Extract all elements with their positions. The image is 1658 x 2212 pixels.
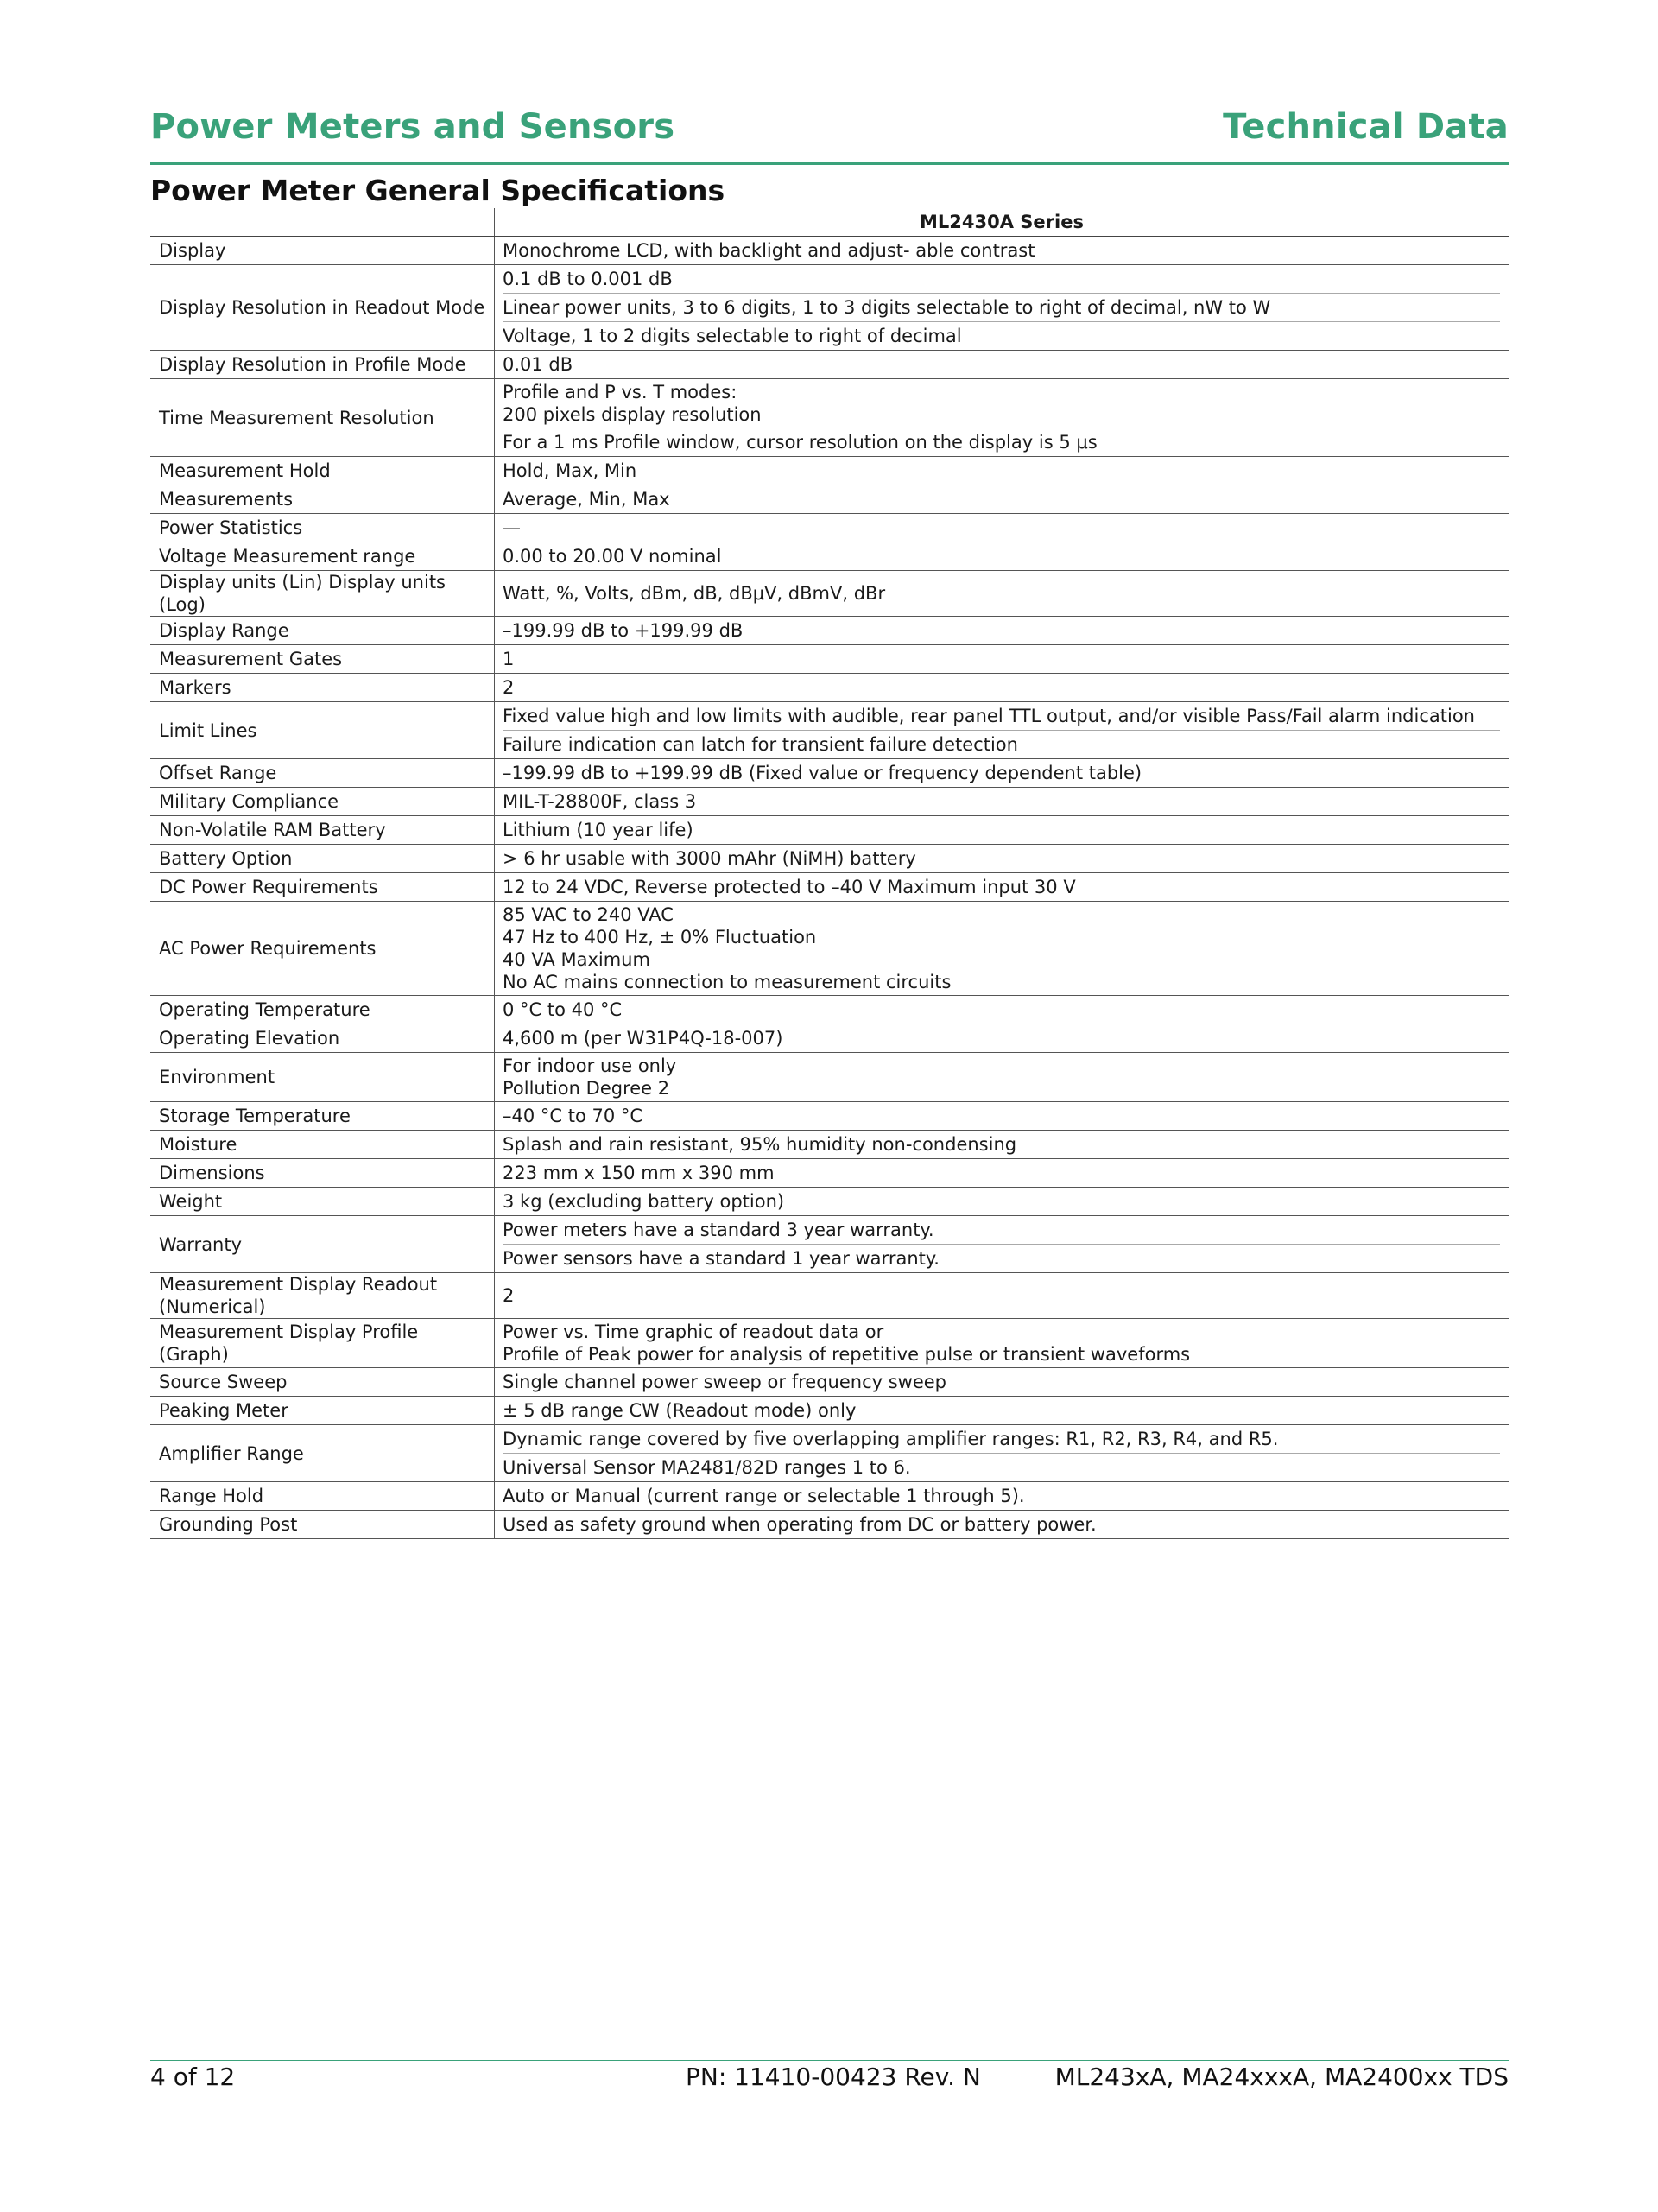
spec-parameter-label: Measurement Display Readout (Numerical) xyxy=(159,1274,438,1317)
spec-parameter xyxy=(150,845,495,873)
spec-value xyxy=(495,514,1509,542)
table-row xyxy=(150,788,1509,816)
spec-value xyxy=(495,1368,1509,1397)
table-row xyxy=(150,1024,1509,1053)
spec-value-line: Profile and P vs. T modes: 200 pixels display resolution xyxy=(503,379,1500,428)
table-row xyxy=(150,674,1509,702)
table-row xyxy=(150,485,1509,514)
spec-value-line: Watt, %, Volts, dBm, dB, dBμV, dBmV, dBr xyxy=(503,583,886,604)
spec-parameter xyxy=(150,1482,495,1511)
table-row xyxy=(150,1159,1509,1188)
table-row xyxy=(150,379,1509,457)
spec-parameter-label: Display units (Lin) Display units (Log) xyxy=(159,572,446,615)
spec-parameter xyxy=(150,514,495,542)
spec-value-line: 85 VAC to 240 VAC 47 Hz to 400 Hz, ± 0% Fluctuation 40 VA Maximum No AC mains connection to measurement circuits xyxy=(503,904,952,992)
spec-value xyxy=(495,617,1509,645)
spec-parameter-label: Display xyxy=(159,240,226,261)
spec-parameter-label: Limit Lines xyxy=(159,719,257,741)
spec-parameter xyxy=(150,237,495,265)
spec-parameter-label: Moisture xyxy=(159,1134,237,1155)
spec-value-line: –199.99 dB to +199.99 dB (Fixed value or frequency dependent table) xyxy=(503,763,1142,783)
table-row xyxy=(150,1053,1509,1102)
spec-value xyxy=(495,788,1509,816)
spec-value-line: Splash and rain resistant, 95% humidity non-condensing xyxy=(503,1134,1017,1155)
spec-parameter-label: Grounding Post xyxy=(159,1514,298,1535)
spec-parameter xyxy=(150,1053,495,1102)
spec-parameter xyxy=(150,351,495,379)
table-row xyxy=(150,873,1509,902)
spec-value-line: –40 °C to 70 °C xyxy=(503,1106,643,1126)
spec-parameter-label: Voltage Measurement range xyxy=(159,546,416,567)
spec-value xyxy=(495,542,1509,571)
spec-parameter-label: Environment xyxy=(159,1067,275,1087)
part-number: PN: 11410-00423 Rev. N xyxy=(686,2063,981,2091)
spec-value xyxy=(495,1131,1509,1159)
spec-parameter-label: Amplifier Range xyxy=(159,1442,304,1464)
table-row xyxy=(150,1397,1509,1425)
spec-value xyxy=(495,816,1509,845)
spec-parameter xyxy=(150,788,495,816)
spec-value xyxy=(495,265,1509,351)
spec-parameter-label: Offset Range xyxy=(159,763,277,783)
table-row xyxy=(150,1511,1509,1539)
spec-value xyxy=(495,237,1509,265)
spec-parameter-label: Warranty xyxy=(159,1233,243,1255)
spec-value-line: Power meters have a standard 3 year warranty. xyxy=(503,1216,1500,1245)
spec-parameter-label: Display Resolution in Profile Mode xyxy=(159,354,466,375)
spec-parameter-label: DC Power Requirements xyxy=(159,877,378,897)
spec-value-line: Voltage, 1 to 2 digits selectable to right of decimal xyxy=(503,326,962,346)
spec-parameter-label: Operating Elevation xyxy=(159,1028,340,1049)
spec-value-line: Linear power units, 3 to 6 digits, 1 to 3 digits selectable to right of decimal, nW to W xyxy=(503,294,1500,322)
spec-value xyxy=(495,1319,1509,1368)
spec-parameter xyxy=(150,617,495,645)
document-id: ML243xA, MA24xxxA, MA2400xx TDS xyxy=(1054,2063,1509,2091)
header-category: Power Meters and Sensors xyxy=(150,107,675,147)
spec-parameter-label: Power Statistics xyxy=(159,517,303,538)
spec-parameter xyxy=(150,702,495,759)
table-row xyxy=(150,1131,1509,1159)
spec-value xyxy=(495,873,1509,902)
spec-value-line: –199.99 dB to +199.99 dB xyxy=(503,620,744,641)
spec-parameter xyxy=(150,1102,495,1131)
spec-value xyxy=(495,379,1509,457)
spec-value-line: 0.1 dB to 0.001 dB xyxy=(503,265,1500,294)
spec-value-line: 0 °C to 40 °C xyxy=(503,999,623,1020)
spec-table-body xyxy=(150,237,1509,1539)
spec-parameter-label: Measurement Hold xyxy=(159,460,331,481)
header-doc-type: Technical Data xyxy=(1223,107,1509,147)
table-row xyxy=(150,1319,1509,1368)
spec-parameter xyxy=(150,379,495,457)
table-row xyxy=(150,571,1509,617)
spec-value-line: — xyxy=(503,517,521,538)
spec-value-line: Dynamic range covered by five overlapping amplifier ranges: R1, R2, R3, R4, and R5. xyxy=(503,1425,1500,1454)
spec-value xyxy=(495,759,1509,788)
spec-parameter xyxy=(150,457,495,485)
spec-parameter xyxy=(150,1159,495,1188)
spec-value-line: Single channel power sweep or frequency sweep xyxy=(503,1372,946,1392)
spec-value-line: Failure indication can latch for transient failure detection xyxy=(503,734,1018,755)
spec-value xyxy=(495,1053,1509,1102)
spec-parameter-label: Range Hold xyxy=(159,1486,264,1506)
spec-value-line: > 6 hr usable with 3000 mAhr (NiMH) battery xyxy=(503,848,916,869)
spec-table xyxy=(150,208,1509,1539)
spec-parameter-label: Display Resolution in Readout Mode xyxy=(159,297,485,318)
spec-parameter xyxy=(150,1216,495,1273)
table-row xyxy=(150,237,1509,265)
spec-parameter xyxy=(150,265,495,351)
spec-value-line: MIL-T-28800F, class 3 xyxy=(503,791,697,812)
spec-value-line: Lithium (10 year life) xyxy=(503,820,693,840)
spec-parameter-label: Measurements xyxy=(159,489,294,510)
spec-value xyxy=(495,1511,1509,1539)
spec-parameter-label: Operating Temperature xyxy=(159,999,370,1020)
spec-value xyxy=(495,351,1509,379)
table-row xyxy=(150,645,1509,674)
spec-parameter-label: Markers xyxy=(159,677,231,698)
spec-parameter-label: Measurement Gates xyxy=(159,649,343,669)
table-row xyxy=(150,1102,1509,1131)
spec-value xyxy=(495,1159,1509,1188)
table-row xyxy=(150,1188,1509,1216)
spec-parameter-label: Measurement Display Profile (Graph) xyxy=(159,1321,419,1365)
spec-parameter-label: Dimensions xyxy=(159,1163,265,1183)
table-row xyxy=(150,702,1509,759)
section-title: Power Meter General Specifications xyxy=(150,174,725,207)
table-row xyxy=(150,1482,1509,1511)
spec-value-line: 3 kg (excluding battery option) xyxy=(503,1191,785,1212)
spec-value-line: 223 mm x 150 mm x 390 mm xyxy=(503,1163,775,1183)
table-row xyxy=(150,1368,1509,1397)
spec-value xyxy=(495,645,1509,674)
table-row xyxy=(150,902,1509,996)
spec-value-line: Monochrome LCD, with backlight and adjust- able contrast xyxy=(503,240,1035,261)
series-column-header: ML2430A Series xyxy=(495,208,1509,237)
spec-value-line: ± 5 dB range CW (Readout mode) only xyxy=(503,1400,857,1421)
spec-value xyxy=(495,1273,1509,1319)
table-row xyxy=(150,1273,1509,1319)
spec-parameter xyxy=(150,1511,495,1539)
spec-value-line: 0.00 to 20.00 V nominal xyxy=(503,546,722,567)
table-row xyxy=(150,457,1509,485)
spec-parameter xyxy=(150,1397,495,1425)
spec-parameter xyxy=(150,1024,495,1053)
spec-parameter xyxy=(150,1188,495,1216)
table-row xyxy=(150,617,1509,645)
spec-value-line: Used as safety ground when operating from DC or battery power. xyxy=(503,1514,1097,1535)
spec-value-line: Average, Min, Max xyxy=(503,489,670,510)
spec-value xyxy=(495,1024,1509,1053)
spec-parameter-label: Battery Option xyxy=(159,848,293,869)
spec-value-line: Fixed value high and low limits with audible, rear panel TTL output, and/or visible Pass/Fail alarm indication xyxy=(503,702,1500,731)
page-header xyxy=(150,104,1509,165)
spec-value-line: 1 xyxy=(503,649,515,669)
spec-value xyxy=(495,996,1509,1024)
table-row xyxy=(150,351,1509,379)
spec-value-line: For a 1 ms Profile window, cursor resolution on the display is 5 μs xyxy=(503,432,1098,453)
table-row xyxy=(150,759,1509,788)
spec-parameter xyxy=(150,759,495,788)
spec-parameter xyxy=(150,902,495,996)
spec-value-line: Hold, Max, Min xyxy=(503,460,637,481)
spec-value-line: For indoor use only Pollution Degree 2 xyxy=(503,1055,677,1099)
spec-value-line: Auto or Manual (current range or selectable 1 through 5). xyxy=(503,1486,1025,1506)
spec-value xyxy=(495,702,1509,759)
table-row xyxy=(150,514,1509,542)
spec-value xyxy=(495,902,1509,996)
spec-parameter-label: AC Power Requirements xyxy=(159,938,377,959)
spec-parameter xyxy=(150,485,495,514)
spec-parameter-label: Weight xyxy=(159,1191,223,1212)
page-footer xyxy=(150,2060,1509,2104)
spec-value-line: Power sensors have a standard 1 year warranty. xyxy=(503,1248,940,1269)
spec-value xyxy=(495,457,1509,485)
table-row xyxy=(150,1425,1509,1482)
spec-value xyxy=(495,1482,1509,1511)
spec-value-line: 0.01 dB xyxy=(503,354,573,375)
spec-parameter-label: Military Compliance xyxy=(159,791,339,812)
spec-value-line: 2 xyxy=(503,677,515,698)
table-row xyxy=(150,542,1509,571)
spec-value-line: Power vs. Time graphic of readout data or Profile of Peak power for analysis of repetitive pulse or transient waveforms xyxy=(503,1321,1191,1365)
spec-parameter xyxy=(150,1368,495,1397)
spec-value xyxy=(495,1216,1509,1273)
spec-parameter xyxy=(150,873,495,902)
spec-parameter xyxy=(150,1319,495,1368)
spec-parameter-label: Peaking Meter xyxy=(159,1400,288,1421)
spec-value xyxy=(495,845,1509,873)
spec-parameter-label: Source Sweep xyxy=(159,1372,288,1392)
spec-value xyxy=(495,571,1509,617)
spec-parameter xyxy=(150,1425,495,1482)
spec-parameter xyxy=(150,1131,495,1159)
spec-value xyxy=(495,1102,1509,1131)
spec-value xyxy=(495,485,1509,514)
table-row xyxy=(150,265,1509,351)
spec-parameter-label: Non-Volatile RAM Battery xyxy=(159,820,386,840)
table-row xyxy=(150,816,1509,845)
spec-parameter xyxy=(150,674,495,702)
spec-parameter xyxy=(150,996,495,1024)
spec-value-line: Universal Sensor MA2481/82D ranges 1 to 6. xyxy=(503,1457,911,1478)
spec-parameter xyxy=(150,645,495,674)
page-number: 4 of 12 xyxy=(150,2063,236,2091)
spec-parameter-label: Storage Temperature xyxy=(159,1106,351,1126)
spec-parameter xyxy=(150,816,495,845)
spec-value xyxy=(495,1425,1509,1482)
table-row xyxy=(150,1216,1509,1273)
table-row xyxy=(150,845,1509,873)
spec-parameter xyxy=(150,1273,495,1319)
spec-parameter xyxy=(150,571,495,617)
spec-parameter-label: Display Range xyxy=(159,620,289,641)
spec-value-line: 2 xyxy=(503,1285,515,1306)
param-column-header xyxy=(150,208,495,237)
spec-value xyxy=(495,1397,1509,1425)
spec-value-line: 4,600 m (per W31P4Q-18-007) xyxy=(503,1028,783,1049)
spec-table-header-row xyxy=(150,208,1509,237)
spec-parameter xyxy=(150,542,495,571)
spec-value-line: 12 to 24 VDC, Reverse protected to –40 V Maximum input 30 V xyxy=(503,877,1076,897)
spec-value xyxy=(495,674,1509,702)
table-row xyxy=(150,996,1509,1024)
spec-value xyxy=(495,1188,1509,1216)
spec-parameter-label: Time Measurement Resolution xyxy=(159,407,434,428)
